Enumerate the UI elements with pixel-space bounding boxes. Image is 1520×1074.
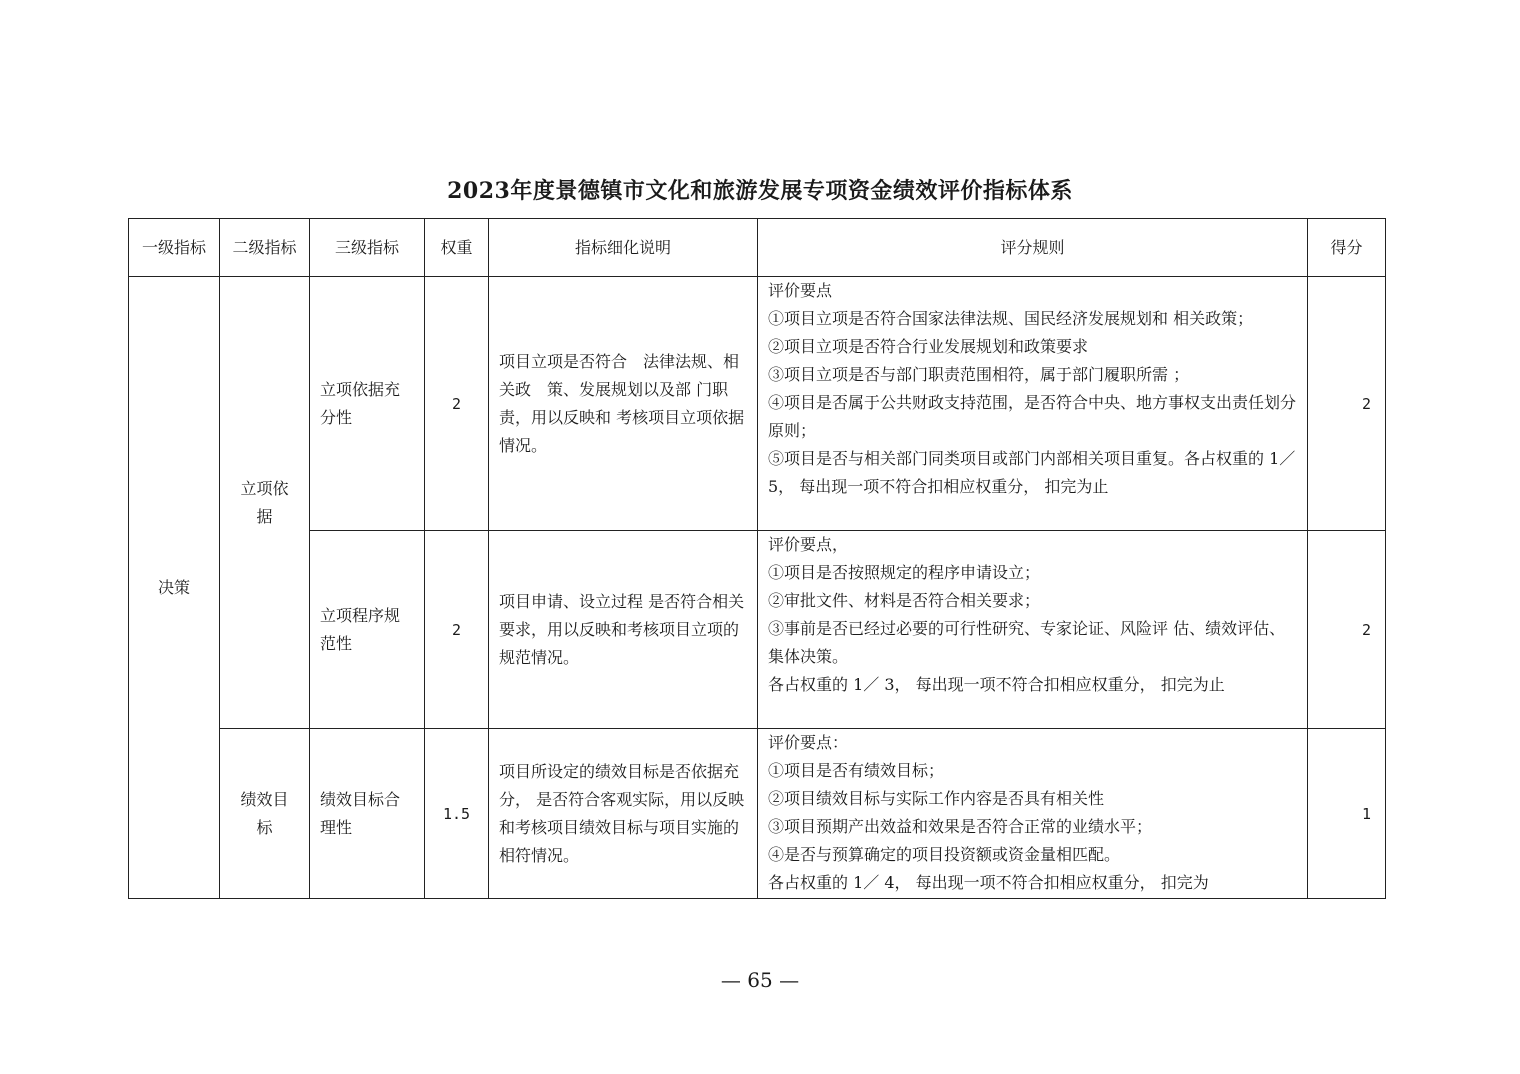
table-row	[129, 531, 1386, 729]
detail-cell: 项目所设定的绩效目标是否依据充分， 是否符合客观实际，用以反映和考核项目绩效目标与项目实施的相符情况。	[489, 729, 758, 899]
score-cell: 1	[1308, 729, 1386, 899]
detail-cell: 项目申请、设立过程 是否符合相关要求，用以反映和考核项目立项的规范情况。	[489, 531, 758, 729]
rule-line: ②项目立项是否符合行业发展规划和政策要求	[768, 337, 1089, 356]
header-rules: 评分规则	[758, 219, 1308, 277]
rule-line: ①项目是否按照规定的程序申请设立；	[768, 563, 1041, 582]
table-row	[129, 729, 1386, 899]
rule-line: ③项目立项是否与部门职责范围相符，属于部门履职所需 ；	[768, 365, 1190, 384]
level1-cell-decision: 决策	[129, 277, 220, 899]
level3-cell: 立项依据充分性	[310, 277, 425, 531]
rules-cell	[758, 277, 1308, 531]
rule-line: ③项目预期产出效益和效果是否符合正常的业绩水平；	[768, 817, 1153, 836]
rule-line: ④是否与预算确定的项目投资额或资金量相匹配。	[768, 845, 1121, 864]
page-number: — 65 —	[720, 968, 800, 992]
rule-line: 各占权重的 1／ 4， 每出现一项不符合扣相应权重分， 扣完为	[768, 873, 1209, 892]
header-level3: 三级指标	[310, 219, 425, 277]
rule-line: ②审批文件、材料是否符合相关要求；	[768, 591, 1041, 610]
rule-line: ③事前是否已经过必要的可行性研究、专家论证、风险评 估、绩效评估、集体决策。	[768, 619, 1286, 666]
rules-cell	[758, 729, 1308, 899]
rule-line: 各占权重的 1／ 3， 每出现一项不符合扣相应权重分， 扣完为止	[768, 675, 1225, 694]
header-weight: 权重	[425, 219, 489, 277]
rule-line: ①项目立项是否符合国家法律法规、国民经济发展规划和 相关政策；	[768, 309, 1254, 328]
header-detail: 指标细化说明	[489, 219, 758, 277]
weight-cell: 2	[425, 277, 489, 531]
level3-cell: 绩效目标合理性	[310, 729, 425, 899]
header-level1: 一级指标	[129, 219, 220, 277]
table-row	[129, 277, 1386, 531]
header-level2: 二级指标	[220, 219, 310, 277]
rule-line: 评价要点，	[768, 535, 849, 554]
weight-cell: 2	[425, 531, 489, 729]
document-title: 2023年度景德镇市文化和旅游发展专项资金绩效评价指标体系	[447, 178, 1073, 204]
rule-line: ①项目是否有绩效目标；	[768, 761, 945, 780]
rules-cell	[758, 531, 1308, 729]
rule-line: 评价要点	[768, 281, 833, 300]
rule-line: ④项目是否属于公共财政支持范围，是否符合中央、地方事权支出责任划分原则；	[768, 393, 1297, 440]
level2-cell-project-basis: 立项依据	[220, 277, 310, 729]
level3-cell: 立项程序规范性	[310, 531, 425, 729]
level2-cell-perf-goal: 绩效目标	[220, 729, 310, 899]
rule-line: ②项目绩效目标与实际工作内容是否具有相关性	[768, 789, 1105, 808]
rule-line: 评价要点：	[768, 733, 849, 752]
indicator-table	[128, 218, 1386, 899]
header-score: 得分	[1308, 219, 1386, 277]
score-cell: 2	[1308, 531, 1386, 729]
table-header-row	[129, 219, 1386, 277]
weight-cell: 1.5	[425, 729, 489, 899]
rule-line: ⑤项目是否与相关部门同类项目或部门内部相关项目重复。各占权重的 1／ 5， 每出现一项不符合扣相应权重分， 扣完为止	[768, 449, 1296, 496]
detail-cell: 项目立项是否符合 法律法规、相关政 策、发展规划以及部 门职责，用以反映和 考核项目立项依据 情况。	[489, 277, 758, 531]
score-cell: 2	[1308, 277, 1386, 531]
